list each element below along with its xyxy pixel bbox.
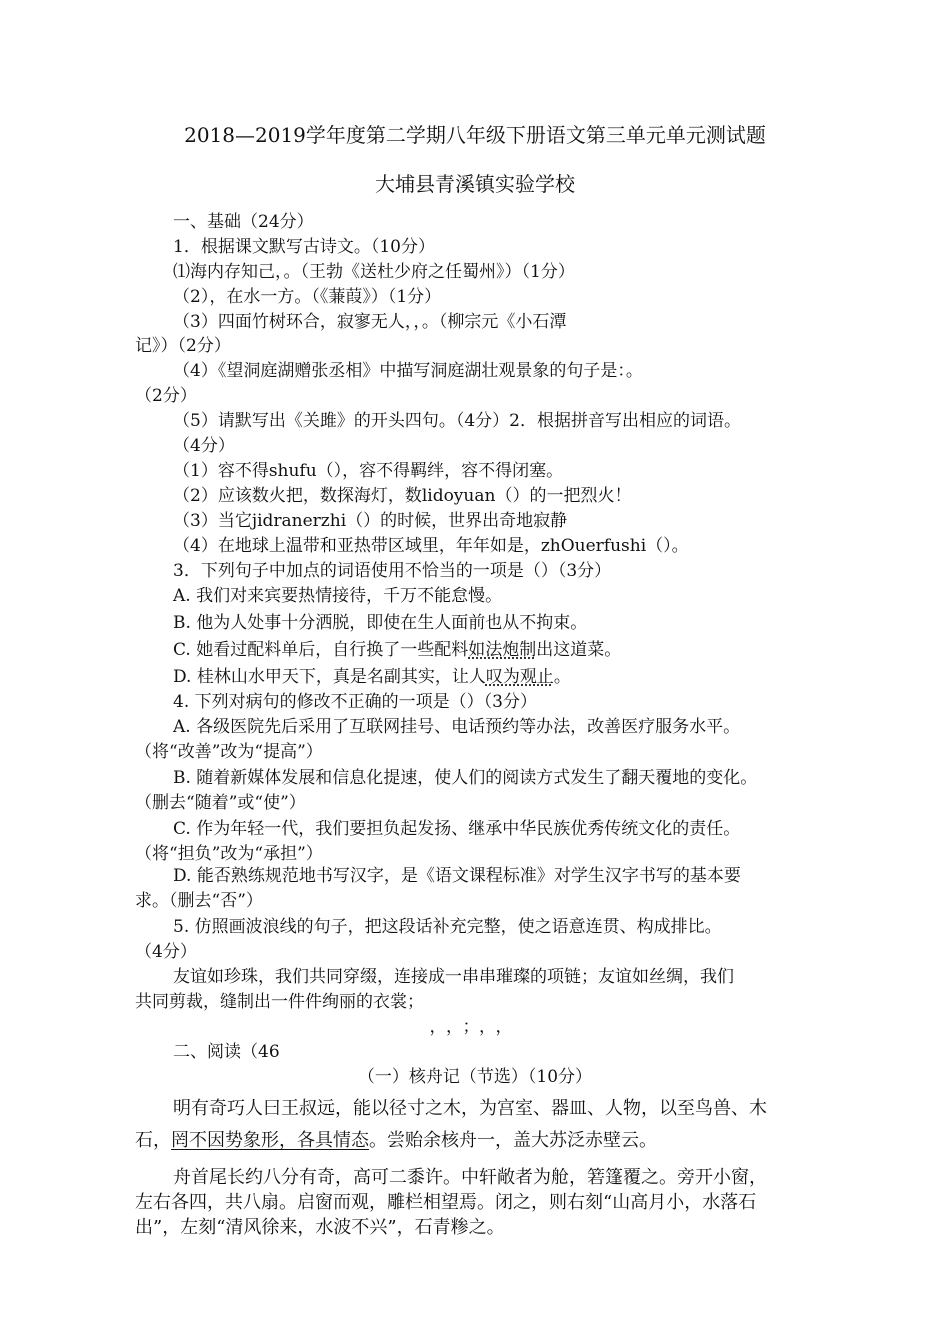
question-4-option-a-fix: （将“改善”改为“提高”）: [135, 742, 323, 762]
question-4-option-d-fix: 求。（删去“否”）: [135, 891, 263, 911]
question-2-item-1: （1）容不得shufu（），容不得羁绊，容不得闭塞。: [173, 461, 564, 481]
question-5-stem: 5. 仿照画波浪线的句子，把这段话补充完整，使之语意连贯、构成排比。: [173, 917, 722, 937]
dotted-phrase-d: 叹为观止: [485, 667, 554, 687]
document-title: 2018—2019学年度第二学期八年级下册语文第三单元单元测试题: [184, 123, 766, 147]
question-4-option-a: A. 各级医院先后采用了互联网挂号、电话预约等办法，改善医疗服务水平。: [173, 717, 741, 737]
passage-para-1-line-1: 明有奇巧人曰王叔远，能以径寸之木，为宫室、器皿、人物，以至鸟兽、木: [173, 1098, 767, 1119]
dotted-phrase-c: 如法炮制: [468, 640, 537, 660]
option-d-end: 。: [553, 667, 571, 687]
question-4-option-c-fix: （将“担负”改为“承担”）: [135, 844, 323, 864]
passage-para-2-line-2: 左右各四，共八扇。启窗而观，雕栏相望焉。闭之，则右刻“山高月小，水落石: [135, 1192, 757, 1213]
question-1-item-4: （4）《望洞庭湖赠张丞相》中描写洞庭湖壮观景象的句子是：。: [173, 361, 643, 381]
option-c-end: 出这道菜。: [536, 640, 622, 660]
question-1-item-4-cont: （2分）: [135, 386, 197, 406]
question-4-option-c: C. 作为年轻一代，我们要担负起发扬、继承中华民族优秀传统文化的责任。: [173, 819, 741, 839]
question-4-option-d: D. 能否熟练规范地书写汉字，是《语文课程标准》对学生汉字书写的基本要: [173, 866, 741, 886]
question-1-item-1: ⑴海内存知己，。（王勃《送杜少府之任蜀州》）（1分）: [173, 262, 575, 282]
question-1-item-3-cont: 记》）（2分）: [135, 336, 231, 356]
question-1-item-2: （2），在水一方。（《蒹葭》）（1分）: [173, 287, 442, 307]
section-heading-basics: 一、基础（24分）: [173, 212, 314, 232]
section-heading-reading: 二、阅读（46: [173, 1042, 280, 1062]
question-1-stem: 1．根据课文默写古诗文。（10分）: [173, 237, 435, 257]
question-1-item-5: （5）请默写出《关雎》的开头四句。（4分）2．根据拼音写出相应的词语。: [173, 411, 741, 431]
passage-text: 石，: [135, 1130, 171, 1151]
passage-text-end: 。尝贻余核舟一，盖大苏泛赤壁云。: [369, 1130, 657, 1151]
question-4-stem: 4. 下列对病句的修改不正确的一项是（）（3分）: [173, 692, 537, 712]
question-5-passage-line-2: 共同剪裁，缝制出一件件绚丽的衣裳；: [135, 992, 424, 1012]
question-5-score: （4分）: [135, 942, 197, 962]
question-2-score: （4分）: [173, 436, 235, 456]
question-3-option-d: [173, 665, 571, 689]
question-4-option-b-fix: （删去“随着”或“使”）: [135, 793, 306, 813]
question-3-option-a: A. 我们对来宾要热情接待，千万不能怠慢。: [173, 586, 503, 606]
question-2-item-3: （3）当它jidranerzhi（）的时候，世界出奇地寂静: [173, 511, 568, 531]
option-c-text: C. 她看过配料单后，自行换了一些配料: [173, 640, 469, 660]
option-d-text: D. 桂林山水甲天下，真是名副其实，让人: [173, 667, 486, 687]
reading-part-1-title: （一）核舟记（节选）（10分）: [357, 1067, 593, 1087]
underlined-phrase: 罔不因势象形，各具情态: [171, 1130, 369, 1151]
question-2-item-4: （4）在地球上温带和亚热带区域里，年年如是，zhOuerfushi（）。: [173, 536, 689, 556]
question-3-option-c: [173, 638, 621, 662]
question-2-item-2: （2）应该数火把，数探海灯，数lidoyuan（）的一把烈火！: [173, 486, 632, 506]
passage-para-2-line-1: 舟首尾长约八分有奇，高可二黍许。中轩敞者为舱，箬篷覆之。旁开小窗，: [173, 1167, 767, 1188]
passage-para-1-line-2: [135, 1128, 657, 1154]
question-3-option-b: B. 他为人处事十分洒脱，即使在生人面前也从不拘束。: [173, 613, 588, 633]
passage-para-2-line-3: 出”，左刻“清风徐来，水波不兴”，石青糁之。: [135, 1217, 505, 1238]
question-5-blanks: ，，；，，: [429, 1017, 521, 1037]
question-3-stem: 3．下列句子中加点的词语使用不恰当的一项是（）（3分）: [173, 561, 612, 581]
question-1-item-3: （3）四面竹树环合，寂寥无人，，。（柳宗元《小石潭: [173, 312, 567, 332]
school-name: 大埔县青溪镇实验学校: [375, 172, 575, 196]
question-5-passage-line-1: 友谊如珍珠，我们共同穿缀，连接成一串串璀璨的项链；友谊如丝绸，我们: [173, 967, 734, 987]
question-4-option-b: B. 随着新媒体发展和信息化提速，使人们的阅读方式发生了翻天覆地的变化。: [173, 768, 758, 788]
